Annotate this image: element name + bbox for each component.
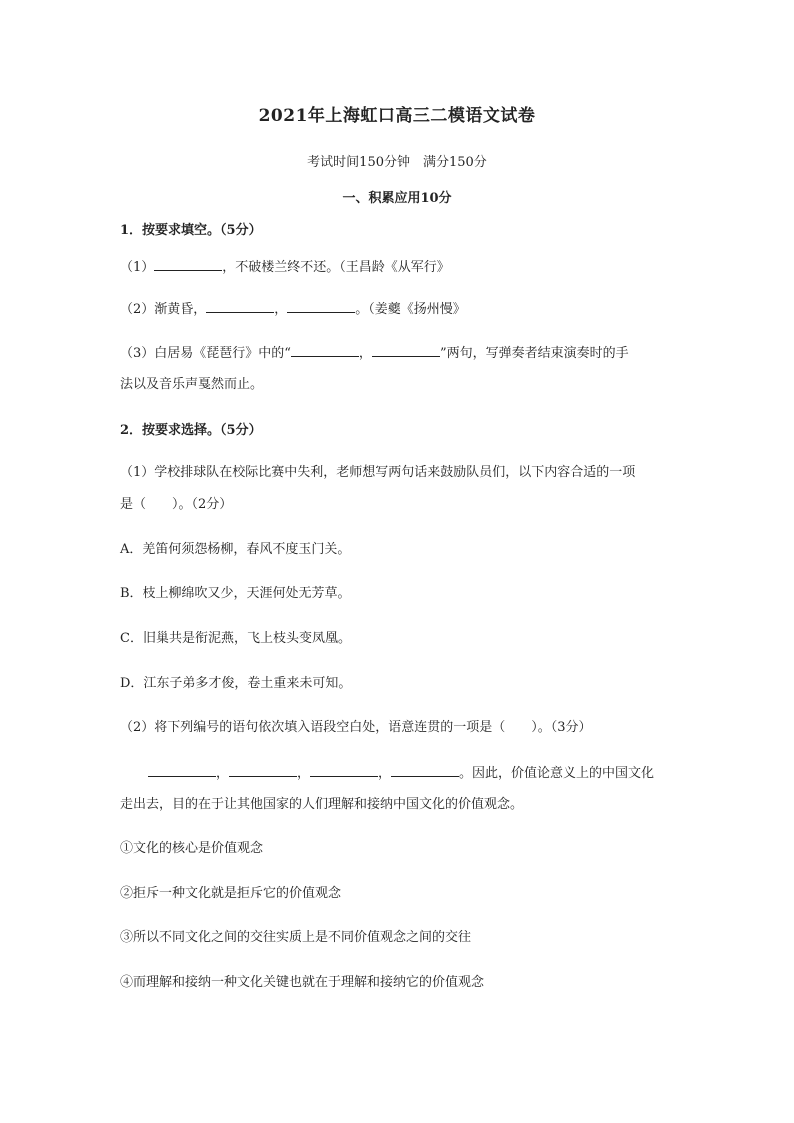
q1-item2-blank-2[interactable]	[287, 300, 355, 313]
q1-item3-prefix: （3）白居易《琵琶行》中的“	[120, 346, 291, 361]
q2-heading: 2．按要求选择。（5分）	[120, 423, 262, 438]
q1-item2-prefix: （2）渐黄昏，	[120, 302, 207, 317]
q1-item2	[120, 300, 680, 319]
q2-para-sep-1: ，	[216, 766, 230, 781]
q2-paragraph-line1	[120, 764, 680, 783]
q2-option-a[interactable]: A．羌笛何须怨杨柳，春风不度玉门关。	[120, 542, 351, 557]
q2-sub1-line1: （1）学校排球队在校际比赛中失利，老师想写两句话来鼓励队员们，以下内容合适的一项	[120, 465, 636, 480]
q1-item2-mid: ，	[274, 302, 288, 317]
q1-item3-blank-1[interactable]	[291, 344, 359, 357]
q2-option-c[interactable]: C．旧巢共是衔泥燕，飞上枝头变凤凰。	[120, 631, 351, 646]
q2-paragraph-line2: 走出去，目的在于让其他国家的人们理解和接纳中国文化的价值观念。	[120, 797, 524, 812]
q2-para-blank-1[interactable]	[148, 764, 216, 777]
q2-sentence-3: ③所以不同文化之间的交往实质上是不同价值观念之间的交往	[120, 930, 472, 945]
q2-sentence-2: ②拒斥一种文化就是拒斥它的价值观念	[120, 886, 342, 901]
q2-sentence-4: ④而理解和接纳一种文化关键也就在于理解和接纳它的价值观念	[120, 975, 485, 990]
q1-item3-blank-2[interactable]	[372, 344, 440, 357]
q2-para-tail: 。因此，价值论意义上的中国文化	[459, 766, 655, 781]
q1-item2-suffix: 。（姜夔《扬州慢》	[355, 302, 466, 317]
q2-sentence-1: ①文化的核心是价值观念	[120, 841, 264, 856]
q1-item3	[120, 344, 680, 363]
q2-para-blank-4[interactable]	[391, 764, 459, 777]
q1-item1-suffix: ，不破楼兰终不还。（王昌龄《从军行》	[222, 260, 450, 275]
q2-sub2-line1: （2）将下列编号的语句依次填入语段空白处，语意连贯的一项是（ ）。（3分）	[120, 720, 592, 735]
q1-item3-mid: ，	[358, 346, 372, 361]
q1-item3-suffix: ”两句，写弹奏者结束演奏时的手	[439, 346, 629, 361]
q2-para-sep-2: ，	[297, 766, 311, 781]
q1-item2-blank-1[interactable]	[206, 300, 274, 313]
q1-item1-blank[interactable]	[154, 258, 222, 271]
q1-heading: 1．按要求填空。（5分）	[120, 223, 262, 238]
exam-subtitle: 考试时间150分钟 满分150分	[307, 155, 487, 170]
section-heading: 一、积累应用10分	[342, 191, 452, 206]
q2-para-blank-3[interactable]	[310, 764, 378, 777]
q2-para-sep-3: ，	[378, 766, 392, 781]
q2-option-d[interactable]: D．江东子弟多才俊，卷土重来未可知。	[120, 676, 352, 691]
q1-item3-line2: 法以及音乐声戛然而止。	[120, 377, 264, 392]
exam-title: 2021年上海虹口高三二模语文试卷	[258, 106, 536, 126]
q2-option-b[interactable]: B．枝上柳绵吹又少，天涯何处无芳草。	[120, 586, 351, 601]
q2-para-blank-2[interactable]	[229, 764, 297, 777]
q1-item1-prefix: （1）	[120, 260, 155, 275]
q2-sub1-line2: 是（ ）。（2分）	[120, 497, 233, 512]
q1-item1	[120, 258, 680, 277]
